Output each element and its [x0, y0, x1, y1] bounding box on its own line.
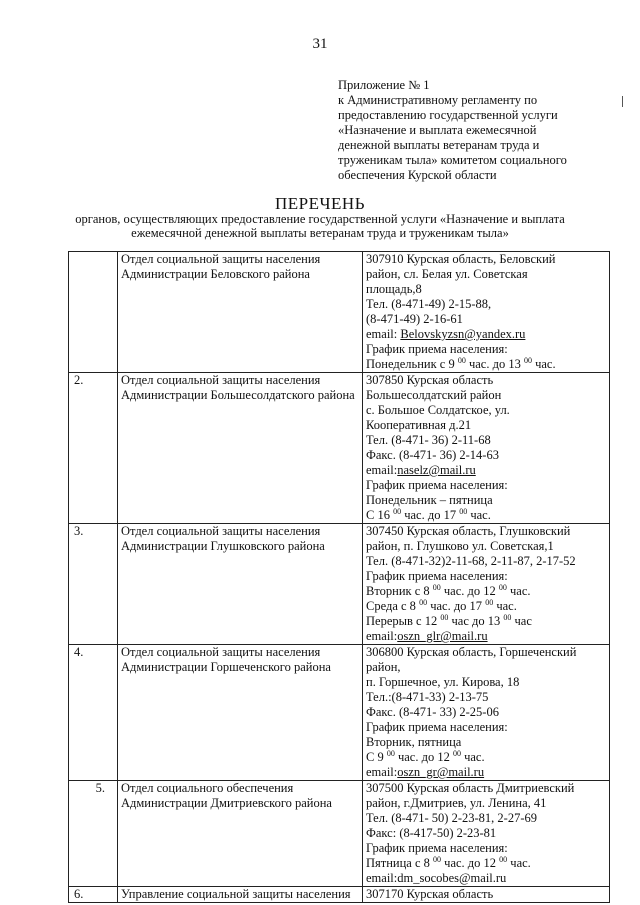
schedule-text: С 9: [366, 750, 387, 764]
schedule-text: час. до 17: [427, 599, 486, 613]
address-line: 307450 Курская область, Глушковский: [366, 524, 571, 538]
schedule-text: час. до 12: [440, 584, 499, 598]
schedule-text: час.: [507, 856, 531, 870]
appendix-line: Приложение № 1: [338, 78, 430, 92]
appendix-line: «Назначение и выплата ежемесячной: [338, 123, 537, 137]
time-minutes: 00: [503, 613, 512, 622]
email-line: [366, 327, 606, 342]
phone-line: Тел. (8-471-49) 2-15-88,: [366, 297, 492, 311]
schedule-line: Вторник, пятница: [366, 735, 462, 749]
appendix-line: денежной выплаты ветеранам труда и: [338, 138, 540, 152]
org-line: Отдел социальной защиты населения: [121, 645, 321, 659]
phone-line: Тел.:(8-471-33) 2-13-75: [366, 690, 489, 704]
organization-cell: [118, 373, 363, 524]
phone-line: Тел. (8-471- 50) 2-23-81, 2-27-69: [366, 811, 537, 825]
schedule-text: час. до 17: [401, 508, 460, 522]
contact-cell: [363, 781, 610, 887]
time-minutes: 00: [440, 613, 449, 622]
appendix-line: предоставлению государственной услуги: [338, 108, 558, 122]
appendix-line: обеспечения Курской области: [338, 168, 497, 182]
table-row: [69, 524, 610, 645]
org-line: Администрации Глушковского района: [121, 539, 325, 553]
table-row: [69, 887, 610, 903]
subtitle-line: органов, осуществляющих предоставление государственной услуги «Назначение и выплата: [75, 212, 565, 226]
contact-cell: [363, 887, 610, 903]
phone-line: Тел. (8-471- 36) 2-11-68: [366, 433, 491, 447]
subtitle-line: ежемесячной денежной выплаты ветеранам труда и труженикам тыла»: [131, 226, 509, 240]
contact-cell: [363, 373, 610, 524]
email-line: [366, 765, 606, 780]
schedule-line: Понедельник – пятница: [366, 493, 493, 507]
email-label: email:: [366, 765, 398, 779]
row-number: 3.: [69, 524, 118, 645]
org-line: Управление социальной защиты населения: [121, 887, 351, 901]
time-minutes: 00: [419, 598, 428, 607]
row-number: 5.: [69, 781, 118, 887]
time-minutes: 00: [459, 507, 468, 516]
organization-cell: [118, 524, 363, 645]
org-line: Администрации Дмитриевского района: [121, 796, 332, 810]
org-line: Отдел социального обеспечения: [121, 781, 294, 795]
row-number: [69, 252, 118, 373]
email-link[interactable]: oszn_gr@mail.ru: [397, 765, 485, 779]
organization-cell: [118, 252, 363, 373]
schedule-text: Перерыв с 12: [366, 614, 441, 628]
schedule-text: час. до 13: [465, 357, 524, 371]
schedule-text: час. до 12: [441, 856, 500, 870]
address-line: 307910 Курская область, Беловский: [366, 252, 556, 266]
table-row: [69, 645, 610, 781]
address-line: площадь,8: [366, 282, 422, 296]
org-line: Администрации Большесолдатского района: [121, 388, 355, 402]
address-line: район, г.Дмитриев, ул. Ленина, 41: [366, 796, 547, 810]
fax-line: Факс. (8-471- 36) 2-14-63: [366, 448, 499, 462]
schedule-heading: График приема населения:: [366, 478, 508, 492]
schedule-text: час.: [493, 599, 517, 613]
schedule-line: [366, 614, 606, 629]
schedule-line: [366, 599, 606, 614]
schedule-text: Вторник с 8: [366, 584, 433, 598]
fax-line: Факс: (8-417-50) 2-23-81: [366, 826, 497, 840]
time-minutes: 00: [432, 583, 441, 592]
schedule-line: [366, 508, 606, 523]
schedule-text: час.: [506, 584, 531, 598]
appendix-line: к Административному регламенту по: [338, 93, 538, 107]
schedule-text: час до 13: [448, 614, 504, 628]
address-line: Кооперативная д.21: [366, 418, 472, 432]
organization-cell: [118, 887, 363, 903]
address-line: 307500 Курская область Дмитриевский: [366, 781, 575, 795]
schedule-text: Среда с 8: [366, 599, 420, 613]
document-subtitle: [40, 212, 600, 240]
phone-line: (8-471-49) 2-16-61: [366, 312, 463, 326]
schedule-text: С 16: [366, 508, 394, 522]
address-line: Большесолдатский район: [366, 388, 502, 402]
contact-cell: [363, 645, 610, 781]
address-line: район, п. Глушково ул. Советская,1: [366, 539, 554, 553]
email-link[interactable]: oszn_glr@mail.ru: [397, 629, 488, 643]
email-link[interactable]: Belovskyzsn@yandex.ru: [400, 327, 526, 341]
email-label: email:: [366, 327, 401, 341]
address-line: 307850 Курская область: [366, 373, 494, 387]
schedule-text: час.: [460, 750, 485, 764]
offices-table: [68, 251, 610, 903]
table-row: [69, 252, 610, 373]
schedule-text: час.: [467, 508, 491, 522]
email-label: email:: [366, 463, 398, 477]
document-title: ПЕРЕЧЕНЬ: [275, 194, 365, 213]
schedule-text: час.: [531, 357, 556, 371]
contact-cell: [363, 524, 610, 645]
time-minutes: 00: [523, 356, 532, 365]
contact-cell: [363, 252, 610, 373]
org-line: Администрации Беловского района: [121, 267, 310, 281]
schedule-line: [366, 750, 606, 765]
appendix-line: труженикам тыла» комитетом социального: [338, 153, 567, 167]
phone-line: Тел. (8-471-32)2-11-68, 2-11-87, 2-17-52: [366, 554, 576, 568]
email-line: [366, 463, 606, 478]
table-row: [69, 781, 610, 887]
row-number: 6.: [69, 887, 118, 903]
organization-cell: [118, 781, 363, 887]
org-line: Отдел социальной защиты населения: [121, 524, 321, 538]
fax-line: Факс. (8-471- 33) 2-25-06: [366, 705, 499, 719]
organization-cell: [118, 645, 363, 781]
time-minutes: 00: [386, 749, 395, 758]
page-number: 31: [312, 36, 328, 52]
address-line: район,: [366, 660, 401, 674]
schedule-text: час. до 12: [394, 750, 453, 764]
email-line: [366, 629, 606, 644]
time-minutes: 00: [457, 356, 466, 365]
address-line: 306800 Курская область, Горшеченский: [366, 645, 577, 659]
schedule-text: Понедельник с 9: [366, 357, 458, 371]
org-line: Администрации Горшеченского района: [121, 660, 331, 674]
schedule-text: Пятница с 8: [366, 856, 434, 870]
address-line: п. Горшечное, ул. Кирова, 18: [366, 675, 520, 689]
schedule-heading: График приема населения:: [366, 342, 508, 356]
schedule-line: [366, 856, 606, 871]
email-link[interactable]: naselz@mail.ru: [397, 463, 476, 477]
scan-edge-mark: [622, 96, 623, 107]
appendix-header: [338, 78, 578, 183]
email-line: email:dm_socobes@mail.ru: [366, 871, 507, 885]
address-line: район, сл. Белая ул. Советская: [366, 267, 528, 281]
table-row: [69, 373, 610, 524]
schedule-heading: График приема населения:: [366, 720, 508, 734]
email-label: email:: [366, 629, 398, 643]
address-line: 307170 Курская область: [366, 887, 494, 901]
time-minutes: 00: [433, 855, 442, 864]
row-number: 4.: [69, 645, 118, 781]
address-line: с. Большое Солдатское, ул.: [366, 403, 510, 417]
time-minutes: 00: [393, 507, 402, 516]
schedule-heading: График приема населения:: [366, 841, 508, 855]
schedule-heading: График приема населения:: [366, 569, 508, 583]
org-line: Отдел социальной защиты населения: [121, 252, 321, 266]
time-minutes: 00: [498, 583, 507, 592]
schedule-text: час: [511, 614, 532, 628]
time-minutes: 00: [499, 855, 508, 864]
schedule-line: [366, 584, 606, 599]
schedule-line: [366, 357, 606, 372]
org-line: Отдел социальной защиты населения: [121, 373, 321, 387]
row-number: 2.: [69, 373, 118, 524]
time-minutes: 00: [485, 598, 494, 607]
time-minutes: 00: [452, 749, 461, 758]
